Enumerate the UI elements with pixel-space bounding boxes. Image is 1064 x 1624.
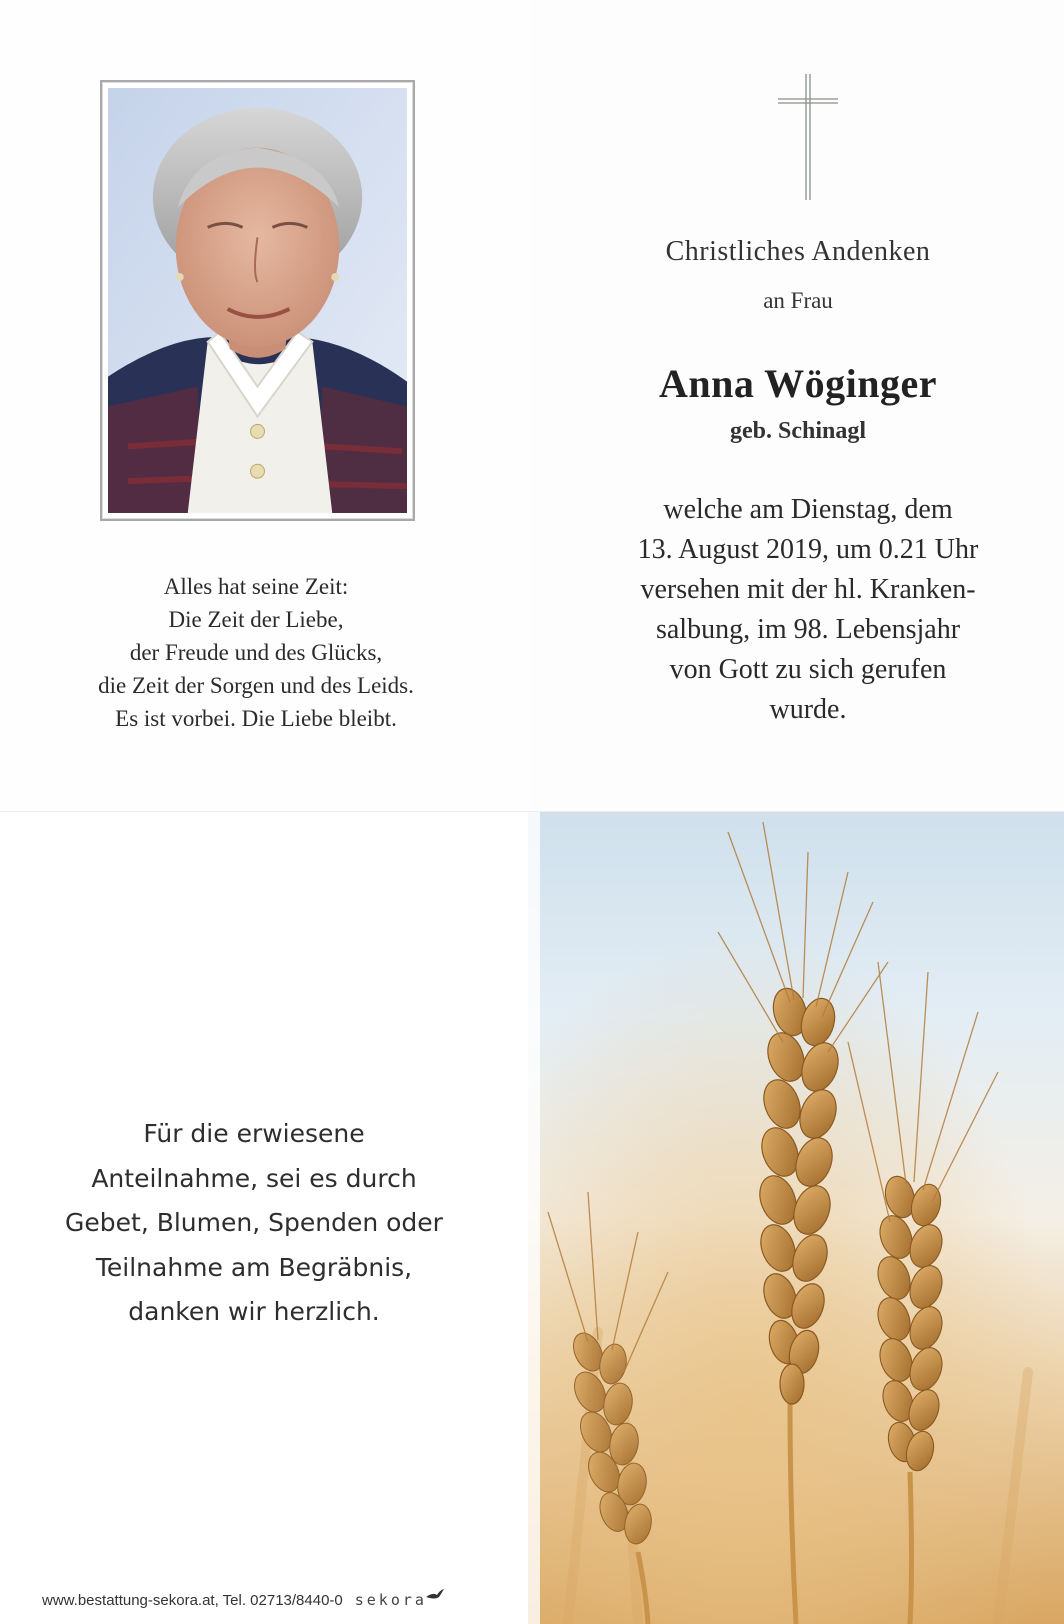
death-notice bbox=[552, 490, 1064, 730]
thanks-line: danken wir herzlich. bbox=[128, 1297, 380, 1326]
death-notice-line: wurde. bbox=[769, 694, 847, 725]
thanks-line: Teilnahme am Begräbnis, bbox=[95, 1252, 413, 1282]
wheat-field-photo bbox=[528, 812, 1064, 1624]
sekora-logo bbox=[355, 1591, 445, 1609]
footer-contact: www.bestattung-sekora.at, Tel. 02713/8440-0 bbox=[42, 1591, 343, 1609]
poem-line: der Freude und des Glücks, bbox=[129, 640, 383, 665]
poem-line: Alles hat seine Zeit: bbox=[163, 574, 349, 599]
death-notice-line: salbung, im 98. Lebensjahr bbox=[655, 614, 961, 645]
portrait-panel bbox=[0, 0, 532, 812]
death-notice-line: welche am Dienstag, dem bbox=[663, 494, 953, 525]
poem-line: Es ist vorbei. Die Liebe bleibt. bbox=[115, 706, 397, 731]
footer bbox=[42, 1588, 445, 1612]
bird-icon bbox=[425, 1588, 445, 1602]
cross-icon bbox=[768, 72, 848, 202]
deceased-name: Anna Wöginger bbox=[658, 361, 938, 406]
poem-line: die Zeit der Sorgen und des Leids. bbox=[98, 673, 414, 698]
death-notice-line: 13. August 2019, um 0.21 Uhr bbox=[637, 534, 979, 565]
poem-line: Die Zeit der Liebe, bbox=[168, 607, 344, 632]
memorial-title: Christliches Andenken bbox=[665, 236, 931, 267]
footer-logo-text: sekora bbox=[354, 1591, 427, 1609]
thanks-line: Für die erwiesene bbox=[143, 1119, 365, 1148]
portrait-photo bbox=[100, 80, 415, 521]
thanks-panel bbox=[0, 812, 528, 1624]
salutation: an Frau bbox=[763, 288, 833, 313]
poem bbox=[40, 570, 472, 735]
thanks-text bbox=[20, 1112, 488, 1335]
memorial-panel bbox=[532, 0, 1064, 812]
birth-name: geb. Schinagl bbox=[729, 418, 867, 444]
thanks-line: Anteilnahme, sei es durch bbox=[91, 1163, 417, 1193]
thanks-line: Gebet, Blumen, Spenden oder bbox=[65, 1208, 443, 1237]
death-notice-line: von Gott zu sich gerufen bbox=[669, 654, 947, 685]
death-notice-line: versehen mit der hl. Kranken- bbox=[640, 574, 976, 605]
